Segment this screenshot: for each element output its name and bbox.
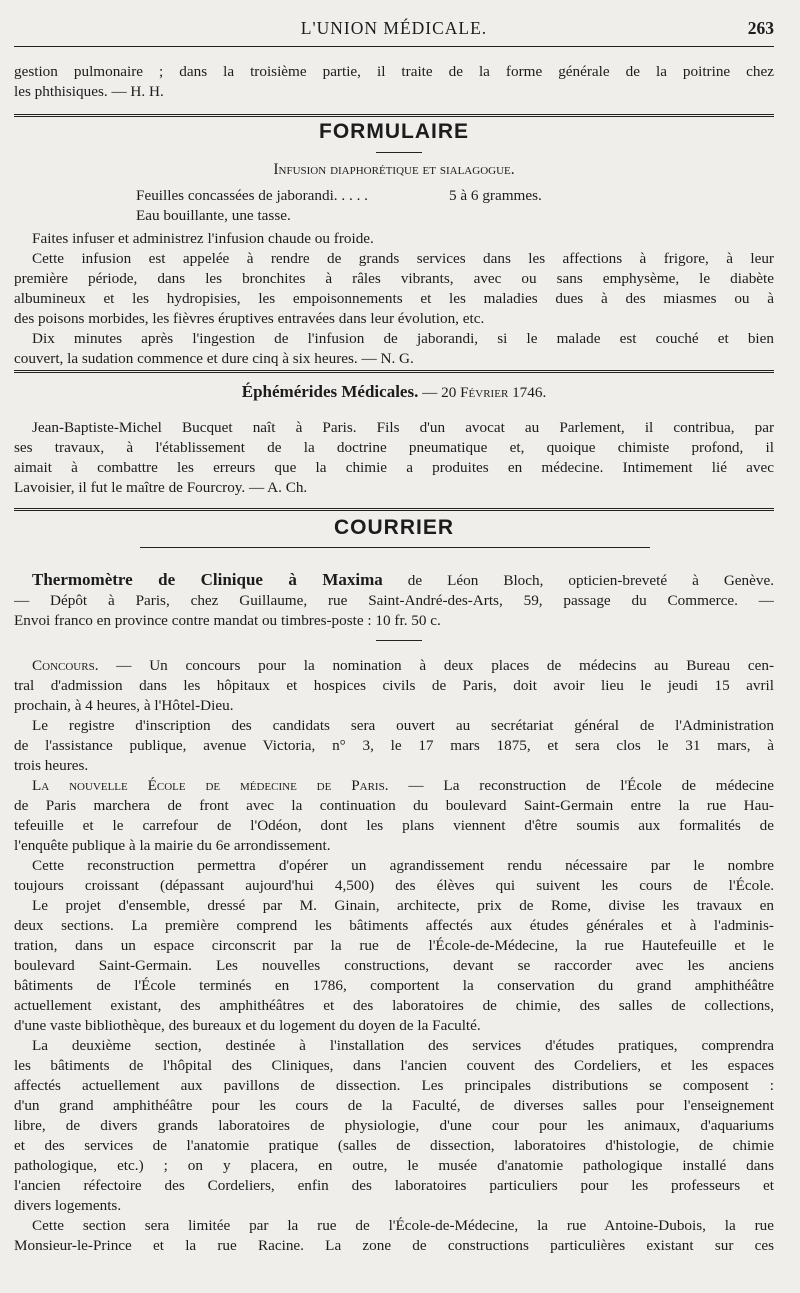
ecole-notice <box>14 776 774 1256</box>
text-line: première période, dans les bronchites à râles vibrants, avec ou sans emphysème, le diabète <box>14 270 774 287</box>
text-line: Envoi franco en province contre mandat ou timbres-poste : 10 fr. 50 c. <box>14 612 441 629</box>
ephemerides-body <box>14 418 774 498</box>
text-line: les bâtiments de l'hôpital des Cliniques, dans l'ancien couvent des Cordeliers, et les espaces <box>14 1057 774 1074</box>
text-line: l'enquête publique à la mairie du 6e arrondissement. <box>14 837 331 854</box>
text-line: divers logements. <box>14 1197 122 1214</box>
text-line: gestion pulmonaire ; dans la troisième partie, il traite de la forme générale de la poitrine chez <box>14 63 774 80</box>
ephemerides-date: — 20 Février 1746. <box>422 384 547 401</box>
text-line: et des services de l'anatomie pratique (salles de dissection, laboratoires d'histologie, de chimie <box>14 1137 774 1154</box>
text-line: boulevard Saint-Germain. Les nouvelles constructions, devant se raccorder avec les anciens <box>14 957 774 974</box>
title-underline <box>140 547 650 548</box>
text-line: tral d'admission dans les hôpitaux et hospices civils de Paris, doit avoir lieu le jeudi 15 avril <box>14 677 774 694</box>
section-rule <box>14 370 774 376</box>
text-line: albumineux et les hydropisies, les empoisonnements et les maladies dues à des miasmes ou à <box>14 290 774 307</box>
text-line: affectés actuellement aux pavillons de dissection. Les principales distributions se composent : <box>14 1077 774 1094</box>
title-divider <box>376 152 422 153</box>
ephemerides-title: Éphémérides Médicales. <box>241 382 419 401</box>
text-line: des poisons morbides, les fièvres éruptives entravées dans leur évolution, etc. <box>14 310 485 327</box>
text-line: Jean-Baptiste-Michel Bucquet naît à Paris. Fils d'un avocat au Parlement, il contribua, par <box>32 419 774 436</box>
text-line: Monsieur-le-Prince et la rue Racine. La zone de constructions particulières existant sur ces <box>14 1237 774 1254</box>
text-line: Le projet d'ensemble, dressé par M. Ginain, architecte, prix de Rome, divise les travaux en <box>32 897 774 914</box>
courrier-title: COURRIER <box>333 516 454 539</box>
formulaire-body <box>14 229 774 369</box>
recipe-line <box>14 186 774 206</box>
recipe-line <box>14 206 774 226</box>
text-line <box>14 776 774 796</box>
text-line: Cette section sera limitée par la rue de l'École-de-Médecine, la rue Antoine-Dubois, la rue <box>32 1217 774 1234</box>
text-line: bâtiments de l'École terminés en 1786, comportent la conservation du grand amphithéâtre <box>14 977 774 994</box>
thermometre-label: Thermomètre de Clinique à Maxima <box>32 570 383 589</box>
text-line: tration, dans un espace circonscrit par la rue de l'École-de-Médecine, la rue Hautefeuille et le <box>14 937 774 954</box>
text-line: couvert, la sudation commence et dure cinq à six heures. — N. G. <box>14 350 414 367</box>
page-header <box>14 18 774 42</box>
section-rule <box>14 508 774 514</box>
text-line: l'ancien réfectoire des Cordeliers, enfin des laboratoires particuliers pour les professeurs et <box>14 1177 774 1194</box>
intro-paragraph <box>14 62 774 102</box>
recipe-item: Eau bouillante, une tasse. <box>136 207 291 224</box>
text-line: — Dépôt à Paris, chez Guillaume, rue Saint-André-des-Arts, 59, passage du Commerce. — <box>14 592 774 609</box>
text-line <box>14 656 774 676</box>
text-line: Lavoisier, il fut le maître de Fourcroy. — A. Ch. <box>14 479 308 496</box>
text-line: pathologique, etc.) ; on y placera, en outre, le musée d'anatomie pathologique installé dans <box>14 1157 774 1174</box>
formulaire-subtitle: Infusion diaphorétique et sialagogue. <box>273 161 515 178</box>
text-line: de Paris marchera de front avec la continuation du boulevard Saint-Germain entre la rue Hau- <box>14 797 774 814</box>
text-line: de l'assistance publique, avenue Victoria, n° 3, le 17 mars 1875, et sera clos le 31 mars, à <box>14 737 774 754</box>
text-line: aimait à combattre les erreurs que la chimie a produites en médecine. Intimement lié avec <box>14 459 774 476</box>
text-line <box>14 570 774 591</box>
text-run: de Léon Bloch, opticien-breveté à Genève. <box>382 572 774 589</box>
text-line: trois heures. <box>14 757 89 774</box>
concours-notice <box>14 656 774 776</box>
notice-divider <box>376 640 422 641</box>
text-line: La deuxième section, destinée à l'installation des services d'études pratiques, comprendra <box>32 1037 774 1054</box>
text-line: d'un grand amphithéâtre pour les cours de la Faculté, de diverses salles pour l'enseignement <box>14 1097 774 1114</box>
text-line: deux sections. La première comprend les bâtiments affectés aux études générales et à l'adminis- <box>14 917 774 934</box>
text-line: libre, de divers grands laboratoires de physiologie, d'une cour pour les animaux, d'aquariums <box>14 1117 774 1134</box>
header-rule <box>14 46 774 47</box>
text-line: actuellement existant, des amphithéâtres et des laboratoires de chimie, des salles de collections, <box>14 997 774 1014</box>
text-line: Le registre d'inscription des candidats sera ouvert au secrétariat général de l'Administration <box>32 717 774 734</box>
concours-label: Concours. <box>32 657 99 674</box>
thermometre-notice <box>14 570 774 631</box>
recipe-quantity: 5 à 6 grammes. <box>449 187 542 204</box>
page-number: 263 <box>747 18 774 38</box>
recipe-item: Feuilles concassées de jaborandi. . . . . <box>136 187 368 204</box>
text-line: d'une vaste bibliothèque, des bureaux et du logement du doyen de la Faculté. <box>14 1017 481 1034</box>
ecole-label: La nouvelle École de médecine de Paris. <box>32 777 389 794</box>
text-line: Cette reconstruction permettra d'opérer un agrandissement rendu nécessaire par le nombre <box>32 857 774 874</box>
text-line: tefeuille et le carrefour de l'Odéon, dont les plans viennent d'être soumis aux formalités de <box>14 817 774 834</box>
text-line: Faites infuser et administrez l'infusion chaude ou froide. <box>32 230 374 247</box>
running-title: L'UNION MÉDICALE. <box>300 18 488 38</box>
text-run: — La reconstruction de l'École de médecine <box>388 777 774 794</box>
ephemerides-heading <box>14 382 774 403</box>
text-line: toujours croissant (dépassant aujourd'hui 4,500) des élèves qui suivent les cours de l'École. <box>14 877 774 894</box>
text-line: Cette infusion est appelée à rendre de grands services dans les affections à frigore, à leur <box>32 250 774 267</box>
text-line: Dix minutes après l'ingestion de l'infusion de jaborandi, si le malade est couché et bien <box>32 330 774 347</box>
text-line: les phthisiques. — H. H. <box>14 83 164 100</box>
formulaire-recipe <box>14 186 774 226</box>
text-run: — Un concours pour la nomination à deux places de médecins au Bureau cen- <box>98 657 774 674</box>
text-line: ses travaux, à l'établissement de la doctrine pneumatique et, quoique chimiste profond, il <box>14 439 774 456</box>
formulaire-title: FORMULAIRE <box>319 120 469 143</box>
text-line: prochain, à 4 heures, à l'Hôtel-Dieu. <box>14 697 234 714</box>
